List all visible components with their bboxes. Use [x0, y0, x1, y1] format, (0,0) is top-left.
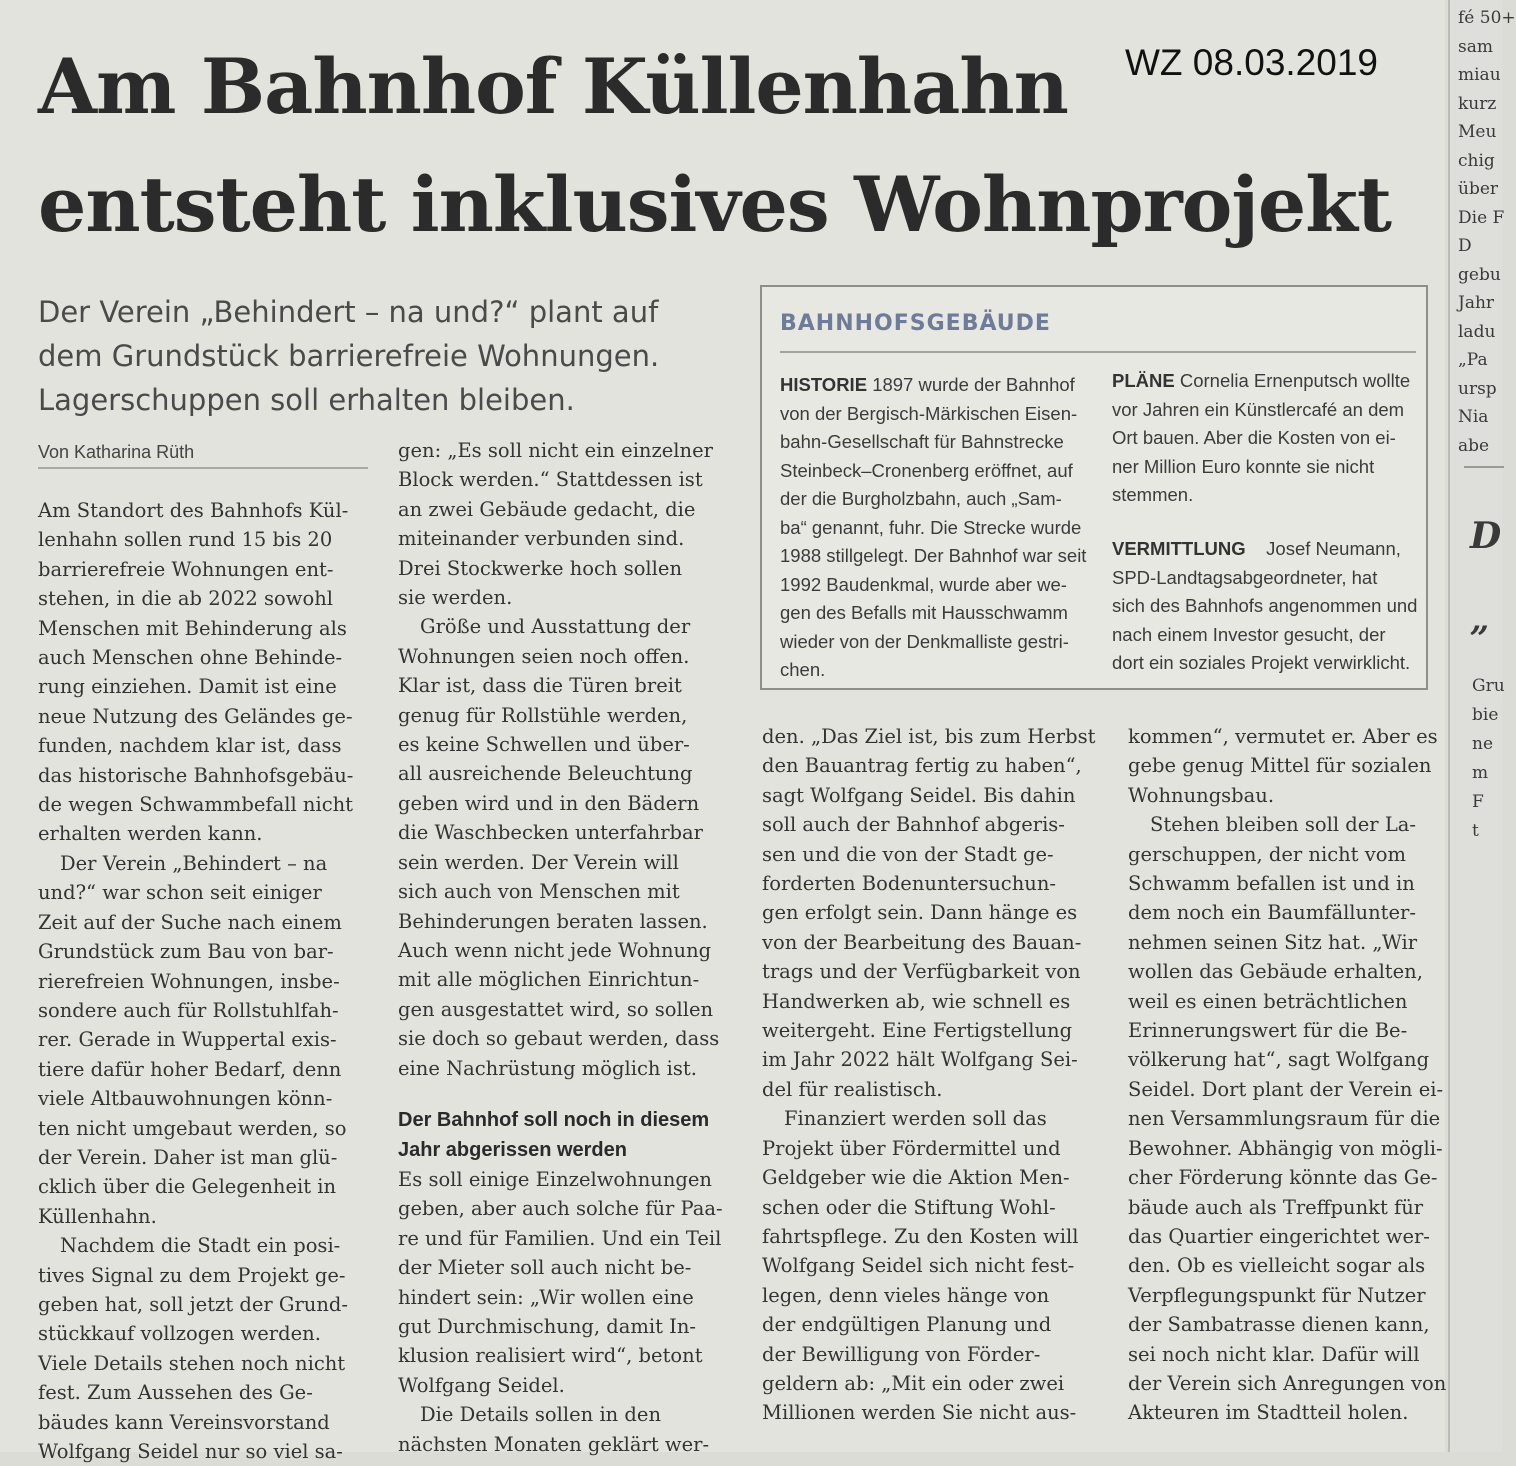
plaene-line: ner Million Euro konnte sie nicht [1112, 455, 1375, 477]
fragment-text: t [1472, 821, 1479, 841]
crosshead: Jahr abgerissen werden [398, 1138, 627, 1161]
text-line: klusion realisiert wird“, betont [398, 1344, 703, 1368]
text-line: soll auch der Bahnhof abgeris- [762, 813, 1065, 837]
fragment-text: Jahr [1458, 293, 1495, 313]
text-line: Akteuren im Stadtteil holen. [1128, 1401, 1409, 1425]
fragment-text: chig [1458, 150, 1495, 171]
vermittlung-line: nach einem Investor gesucht, der [1112, 623, 1386, 645]
text-line: trags und der Verfügbarkeit von [762, 960, 1081, 984]
text-line: gen: „Es soll nicht ein einzelner [398, 439, 713, 462]
fragment-text: fé 50+ [1458, 8, 1516, 28]
text-line: neue Nutzung des Geländes ge- [38, 704, 353, 728]
text-line: Der Verein „Behindert – na [60, 851, 328, 875]
text-line: weil es einen beträchtlichen [1128, 989, 1408, 1013]
text-line: rung einziehen. Damit ist eine [38, 675, 337, 699]
fragment-text: „Pa [1458, 350, 1488, 370]
subheadline [38, 290, 738, 422]
historie-line: chen. [780, 659, 826, 680]
text-line: miteinander verbunden sind. [398, 527, 685, 551]
fragment-text: ladu [1458, 321, 1496, 342]
text-line: Grundstück zum Bau von bar- [38, 940, 334, 964]
text-line: del für realistisch. [762, 1077, 943, 1101]
plaene-line: Ort bauen. Aber die Kosten von ei- [1112, 427, 1396, 448]
text-line: nehmen seinen Sitz hat. „Wir [1128, 930, 1418, 954]
text-line: Millionen werden Sie nicht aus- [762, 1401, 1077, 1425]
info-vermittlung [1112, 535, 1417, 678]
text-line: Wolfgang Seidel nur so viel sa- [38, 1440, 343, 1463]
text-line: Wohnungen seien noch offen. [398, 644, 690, 668]
text-line: Seidel. Dort plant der Verein ei- [1128, 1077, 1444, 1101]
text-line: dem noch ein Baumfällunter- [1128, 901, 1416, 925]
historie-line: der die Burgholzbahn, auch „Sam- [780, 488, 1062, 509]
text-line: stückkauf vollzogen werden. [38, 1322, 321, 1346]
text-line: fest. Zum Aussehen des Ge- [38, 1381, 313, 1405]
text-line: re und für Familien. Und ein Teil [398, 1226, 722, 1250]
historie-line: von der Bergisch-Märkischen Eisen- [780, 402, 1078, 424]
text-line: Größe und Ausstattung der [420, 615, 691, 639]
text-line: Schwamm befallen ist und in [1128, 872, 1415, 896]
text-line: es keine Schwellen und über- [398, 733, 690, 757]
text-line: auch Menschen ohne Behinde- [38, 646, 343, 670]
fragment-text: Gru [1472, 676, 1505, 696]
historie-line: 1988 stillgelegt. Der Bahnhof war seit [780, 545, 1087, 566]
article-column-3 [762, 722, 1112, 1428]
text-line: Es soll einige Einzelwohnungen [398, 1167, 712, 1191]
text-line: der Verein sich Anregungen von [1128, 1371, 1447, 1395]
text-line: der Mieter soll auch nicht be- [398, 1256, 692, 1280]
text-line: fahrtspflege. Zu den Kosten will [762, 1224, 1079, 1248]
text-line: der Bewilligung von Förder- [762, 1342, 1041, 1366]
fragment-divider [1464, 466, 1504, 468]
fragment-text: Die F [1458, 207, 1505, 228]
text-line: sich auch von Menschen mit [398, 880, 680, 904]
adjacent-article-fragment [1448, 0, 1516, 1452]
text-line: Wolfgang Seidel sich nicht fest- [762, 1254, 1075, 1278]
text-line: gen erfolgt sein. Dann hänge es [762, 901, 1078, 925]
text-line: Geldgeber wie die Aktion Men- [762, 1166, 1070, 1190]
fragment-text: m [1472, 763, 1489, 783]
text-line: Behinderungen beraten lassen. [398, 909, 708, 933]
text-line: Auch wenn nicht jede Wohnung [398, 938, 712, 962]
text-line: Die Details sollen in den [420, 1403, 662, 1427]
headline-line-2: entsteht inklusives Wohnprojekt [38, 160, 1391, 249]
text-line: mit alle möglichen Einrichtun- [398, 968, 700, 992]
fragment-text: ne [1472, 734, 1494, 754]
plaene-label: PLÄNE [1112, 370, 1175, 391]
text-line: lenhahn sollen rund 15 bis 20 [38, 528, 333, 552]
text-line: geldern ab: „Mit ein oder zwei [762, 1371, 1065, 1395]
crosshead: Der Bahnhof soll noch in diesem [398, 1108, 710, 1131]
vermittlung-label: VERMITTLUNG [1112, 538, 1246, 559]
text-line: Bewohner. Abhängig von mögli- [1128, 1136, 1443, 1160]
text-line: Handwerken ab, wie schnell es [762, 989, 1071, 1013]
fragment-text: abe [1458, 435, 1490, 456]
text-line: genug für Rollstühle werden, [398, 703, 688, 727]
subhead-line-2: dem Grundstück barrierefreie Wohnungen. [38, 339, 660, 373]
text-line: hindert sein: „Wir wollen eine [398, 1285, 694, 1309]
text-line: im Jahr 2022 hält Wolfgang Sei- [762, 1048, 1078, 1072]
vermittlung-line: SPD-Landtagsabgeordneter, hat [1112, 566, 1378, 588]
historie-line: Steinbeck–Cronenberg eröffnet, auf [780, 459, 1073, 481]
text-line: viele Altbauwohnungen könn- [38, 1087, 333, 1111]
historie-line: 1992 Baudenkmal, wurde aber we- [780, 573, 1067, 595]
vermittlung-line: sich des Bahnhofs angenommen und [1112, 595, 1418, 616]
text-line: den Bauantrag fertig zu haben“, [762, 754, 1082, 778]
text-line: wollen das Gebäude erhalten, [1128, 960, 1423, 984]
text-line: geben, aber auch solche für Paa- [398, 1197, 723, 1221]
text-line: Wolfgang Seidel. [398, 1373, 565, 1397]
text-line: und?“ war schon seit einiger [38, 881, 322, 905]
text-line: weitergeht. Eine Fertigstellung [762, 1019, 1073, 1043]
text-line: Küllenhahn. [38, 1204, 157, 1228]
text-line: der Verein. Daher ist man glü- [38, 1145, 338, 1169]
text-line: Wohnungsbau. [1128, 783, 1275, 807]
headline-line-1: Am Bahnhof Küllenhahn [38, 42, 1068, 131]
historie-line: bahn-Gesellschaft für Bahnstrecke [780, 431, 1064, 452]
fragment-headline-letter: D [1470, 515, 1502, 557]
plaene-line: Cornelia Ernenputsch wollte [1179, 370, 1411, 391]
fragment-quote-mark: „ [1470, 600, 1490, 640]
text-line: der endgültigen Planung und [762, 1313, 1052, 1337]
text-line: sein werden. Der Verein will [398, 850, 679, 874]
headline [38, 28, 1438, 264]
fragment-text: über [1458, 179, 1499, 199]
fragment-text: Nia [1458, 407, 1489, 427]
crosshead-spacer [398, 1083, 743, 1105]
text-line: völkerung hat“, sagt Wolfgang [1128, 1048, 1430, 1072]
text-line: geben hat, soll jetzt der Grund- [38, 1292, 349, 1316]
text-line: cklich über die Gelegenheit in [38, 1175, 337, 1199]
historie-line: gen des Befalls mit Hausschwamm [780, 602, 1068, 623]
vermittlung-line: dort ein soziales Projekt verwirklicht. [1112, 652, 1411, 673]
text-line: Am Standort des Bahnhofs Kül- [38, 499, 349, 522]
text-line: tives Signal zu dem Projekt ge- [38, 1263, 346, 1287]
fragment-text: ursp [1458, 378, 1497, 399]
info-box-title: BAHNHOFSGEBÄUDE [780, 311, 1051, 336]
fragment-text: gebu [1458, 264, 1501, 285]
text-line: Projekt über Fördermittel und [762, 1136, 1061, 1160]
text-line: bäude auch als Treffpunkt für [1128, 1195, 1424, 1219]
text-line: Block werden.“ Stattdessen ist [398, 468, 703, 492]
fragment-text: sam [1458, 36, 1493, 57]
fragment-text: bie [1472, 705, 1499, 725]
text-line: sie werden. [398, 586, 513, 610]
text-line: sie doch so gebaut werden, dass [398, 1027, 720, 1051]
source-date-label: WZ 08.03.2019 [1125, 42, 1378, 83]
byline: Von Katharina Rüth [38, 442, 195, 462]
historie-line: wieder von der Denkmalliste gestri- [780, 630, 1069, 652]
info-historie [780, 371, 1090, 685]
text-line: das historische Bahnhofsgebäu- [38, 763, 354, 787]
subhead-line-3: Lagerschuppen soll erhalten bleiben. [38, 383, 575, 417]
vermittlung-line: Josef Neumann, [1266, 538, 1401, 559]
text-line: rer. Gerade in Wuppertal exis- [38, 1028, 337, 1052]
historie-line: ba“ genannt, fuhr. Die Strecke wurde [780, 516, 1082, 538]
text-line: sondere auch für Rollstuhlfah- [38, 998, 339, 1022]
text-line: nen Versammlungsraum für die [1128, 1107, 1441, 1131]
text-line: Drei Stockwerke hoch sollen [398, 556, 683, 580]
text-line: all ausreichende Beleuchtung [398, 762, 693, 786]
text-line: die Waschbecken unterfahrbar [398, 821, 703, 845]
text-line: ten nicht umgebaut werden, so [38, 1116, 347, 1140]
text-line: das Quartier eingerichtet wer- [1128, 1224, 1430, 1248]
text-line: von der Bearbeitung des Bauan- [762, 930, 1082, 954]
text-line: gerschuppen, der nicht vom [1128, 842, 1406, 866]
article-column-1 [38, 496, 378, 1466]
text-line: gen ausgestattet wird, so sollen [398, 997, 714, 1021]
text-line: sagt Wolfgang Seidel. Bis dahin [762, 783, 1076, 807]
text-line: de wegen Schwammbefall nicht [38, 793, 354, 817]
text-line: nächsten Monaten geklärt wer- [398, 1432, 710, 1456]
text-line: kommen“, vermutet er. Aber es [1128, 725, 1438, 748]
text-line: erhalten werden kann. [38, 822, 263, 846]
fragment-text: kurz [1458, 93, 1497, 114]
text-line: Erinnerungswert für die Be- [1128, 1019, 1408, 1043]
text-line: geben wird und in den Bädern [398, 791, 700, 815]
text-line: funden, nachdem klar ist, dass [38, 734, 342, 758]
text-line: stehen, in die ab 2022 sowohl [38, 587, 333, 611]
historie-label: HISTORIE [780, 374, 868, 395]
text-line: Klar ist, dass die Türen breit [398, 674, 682, 698]
info-box-divider [780, 351, 1416, 353]
text-line: forderten Bodenuntersuchun- [762, 872, 1056, 896]
byline-divider [38, 467, 368, 469]
text-line: bäudes kann Vereinsvorstand [38, 1410, 330, 1434]
text-line: cher Förderung könnte das Ge- [1128, 1166, 1438, 1190]
text-line: barrierefreie Wohnungen ent- [38, 557, 334, 581]
text-line: legen, denn vieles hänge von [762, 1283, 1050, 1307]
fragment-text: F [1472, 792, 1484, 812]
fragment-text: miau [1458, 65, 1501, 85]
text-line: Verpflegungspunkt für Nutzer [1128, 1283, 1426, 1307]
text-line: schen oder die Stiftung Wohl- [762, 1195, 1056, 1219]
text-line: Zeit auf der Suche nach einem [38, 910, 342, 934]
text-line: Menschen mit Behinderung als [38, 616, 347, 640]
article-column-2 [398, 436, 743, 1459]
text-line: an zwei Gebäude gedacht, die [398, 497, 696, 521]
text-line: den. Ob es vielleicht sogar als [1128, 1254, 1426, 1278]
text-line: gebe genug Mittel für sozialen [1128, 754, 1432, 778]
text-line: Viele Details stehen noch nicht [38, 1351, 346, 1375]
text-line: Stehen bleiben soll der La- [1150, 813, 1416, 837]
text-line: den. „Das Ziel ist, bis zum Herbst [762, 725, 1096, 748]
article-column-4 [1128, 722, 1473, 1428]
text-line: sei noch nicht klar. Dafür will [1128, 1342, 1420, 1366]
text-line: gut Durchmischung, damit In- [398, 1314, 697, 1338]
text-line: sen und die von der Stadt ge- [762, 842, 1054, 866]
text-line: der Sambatrasse dienen kann, [1128, 1313, 1430, 1337]
plaene-line: stemmen. [1112, 484, 1194, 505]
text-line: Finanziert werden soll das [784, 1107, 1047, 1131]
historie-line: 1897 wurde der Bahnhof [872, 374, 1075, 395]
text-line: tiere dafür hoher Bedarf, denn [38, 1057, 342, 1081]
text-line: Nachdem die Stadt ein posi- [60, 1234, 341, 1258]
info-plaene [1112, 367, 1417, 510]
text-line: eine Nachrüstung möglich ist. [398, 1056, 697, 1080]
text-line: rierefreien Wohnungen, insbe- [38, 969, 340, 993]
fragment-text: D [1458, 236, 1472, 256]
info-box [760, 285, 1428, 690]
plaene-line: vor Jahren ein Künstlercafé an dem [1112, 398, 1405, 420]
fragment-text: Meu [1458, 122, 1497, 142]
subhead-line-1: Der Verein „Behindert – na und?“ plant auf [38, 295, 659, 329]
